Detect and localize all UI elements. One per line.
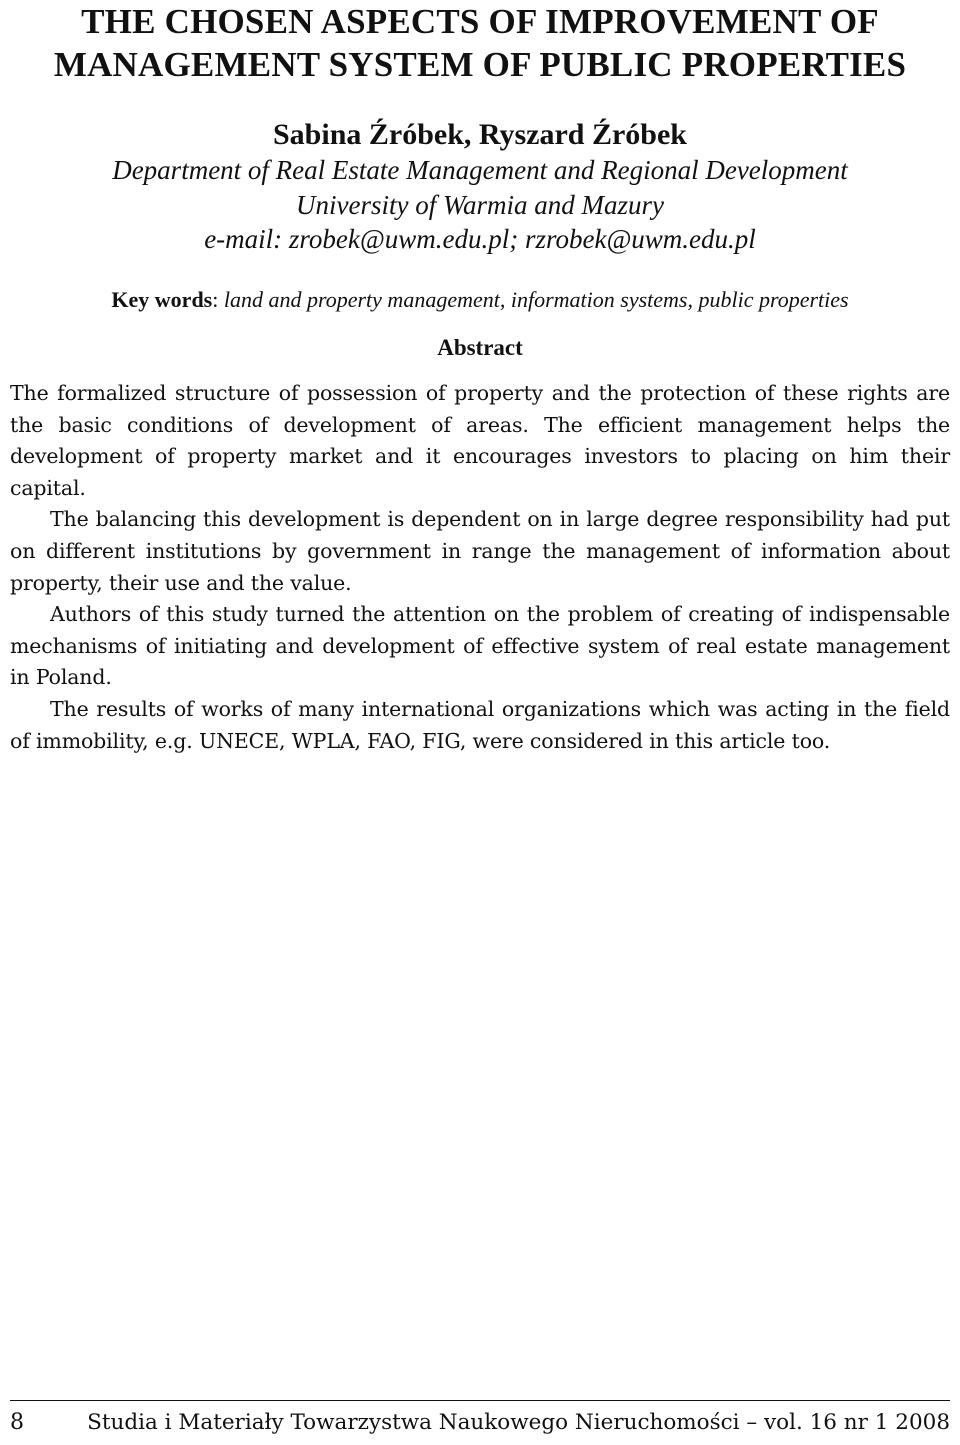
abstract-body <box>10 378 950 757</box>
author-email: e-mail: zrobek@uwm.edu.pl; rzrobek@uwm.edu.pl <box>204 224 756 254</box>
keywords-values: land and property management, information systems, public properties <box>223 287 849 312</box>
keywords-separator: : <box>212 287 224 312</box>
author-names: Sabina Źróbek, Ryszard Źróbek <box>272 118 687 151</box>
page-number: 8 <box>10 1410 24 1435</box>
abstract-paragraph: The results of works of many international organizations which was acting in the field of immobility, e.g. UNECE, WPLA, FAO, FIG, were considered in this article too. <box>10 696 950 753</box>
affiliation-university: University of Warmia and Mazury <box>296 190 664 220</box>
keywords-line <box>0 285 960 315</box>
abstract-heading: Abstract <box>437 335 523 360</box>
paper-title: THE CHOSEN ASPECTS OF IMPROVEMENT OF MANAGEMENT SYSTEM OF PUBLIC PROPERTIES <box>53 2 907 84</box>
abstract-paragraph: The balancing this development is dependent on in large degree responsibility had put on different institutions by government in range the management of information about property, their use and the value. <box>10 507 950 595</box>
footer-divider <box>10 1400 950 1401</box>
affiliation-department: Department of Real Estate Management and Regional Development <box>112 155 848 185</box>
journal-citation: Studia i Materiały Towarzystwa Naukowego Nieruchomości – vol. 16 nr 1 2008 <box>87 1410 950 1435</box>
abstract-paragraph: The formalized structure of possession of property and the protection of these rights are the basic conditions of development of areas. The efficient management helps the development of property market and it encourages investors to placing on him their capital. <box>10 381 950 500</box>
abstract-paragraph: Authors of this study turned the attention on the problem of creating of indispensable mechanisms of initiating and development of effective system of real estate management in Poland. <box>10 602 950 690</box>
keywords-label: Key words <box>111 287 213 312</box>
